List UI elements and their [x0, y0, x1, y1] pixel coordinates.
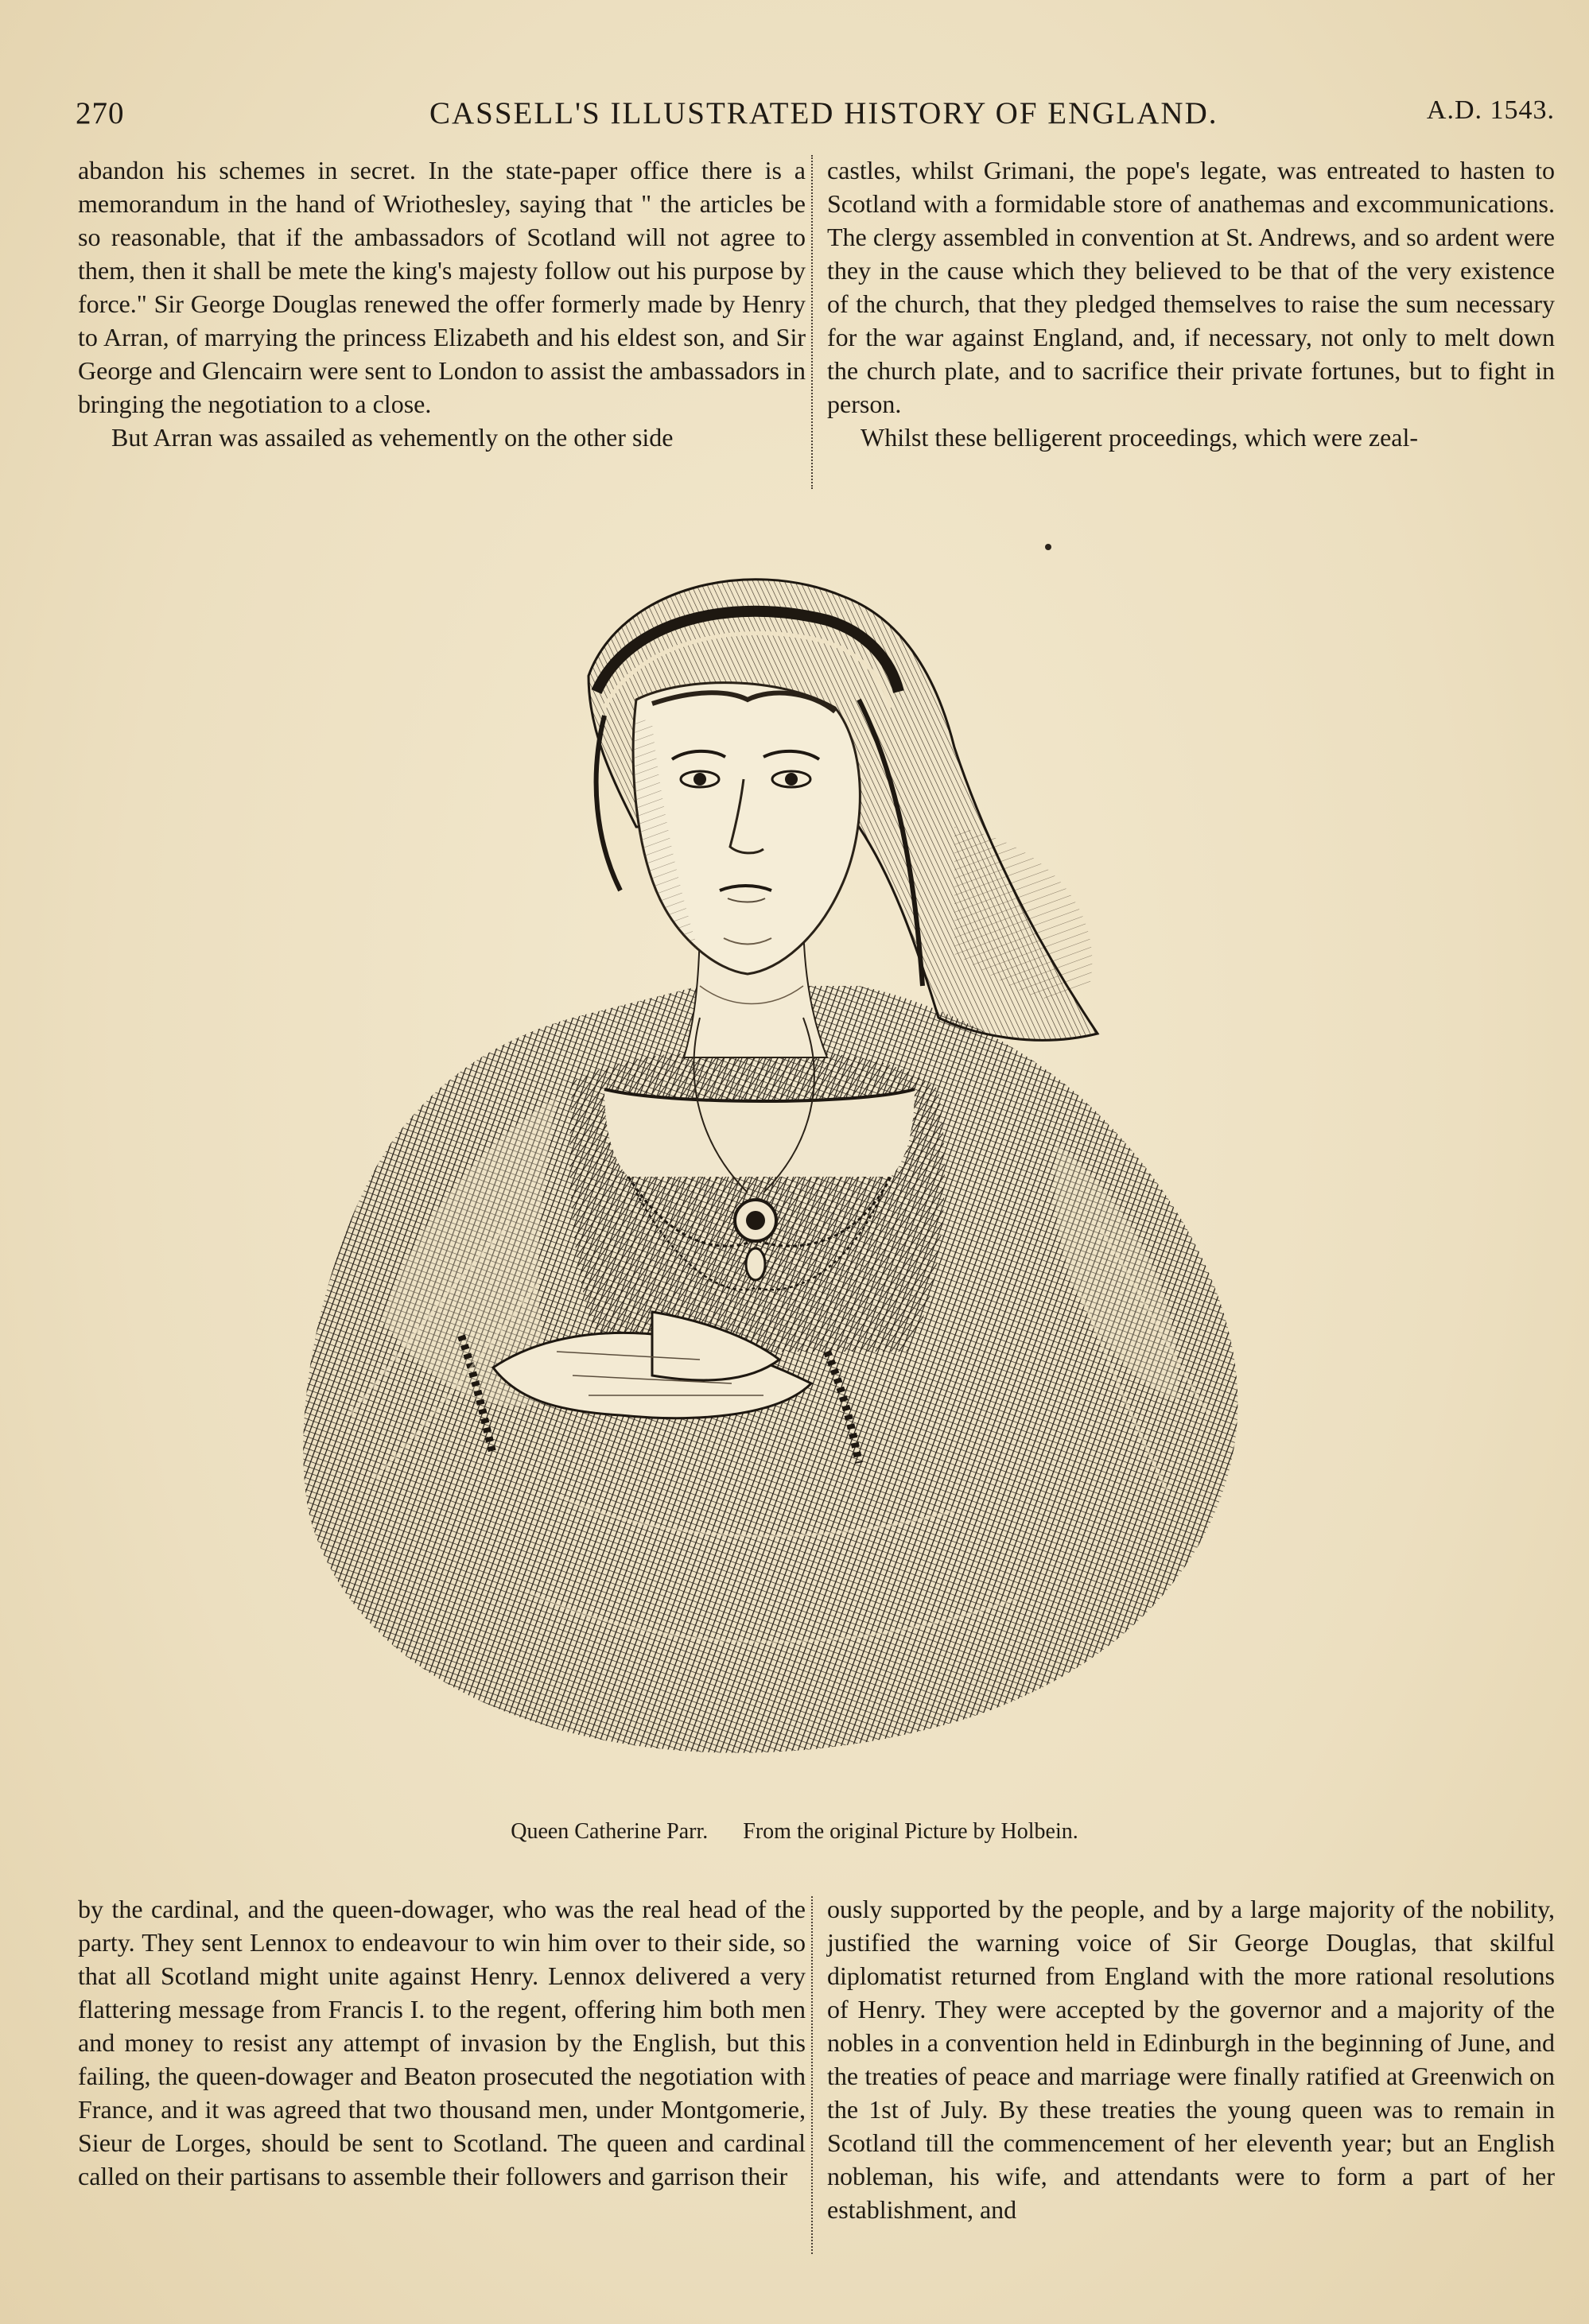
paragraph: ously supported by the people, and by a large majority of the nobility, justified the warning voice of Sir George Douglas, that skilful diplomatist returned from England with the more rational resolutions of Henry. They were accepted by the governor and a majority of the nobles in a convention held in Edinburgh in the beginning of June, and the treaties of peace and marriage were finally ratified at Greenwich on the 1st of July. By these treaties the young queen was to remain in Scotland till the commencement of her eleventh year; but an English nobleman, his wife, and attendants were to form a part of her establishment, and — [827, 1895, 1555, 2224]
column-divider — [811, 155, 813, 489]
paragraph: abandon his schemes in secret. In the state-paper office there is a memorandum in the hand of Wriothesley, saying that " the articles be so reasonable, that if the ambassadors of Scotland will not agree to them, then it shall be mete the king's majesty follow out his purpose by force." Sir George Douglas renewed the offer formerly made by Henry to Arran, of marrying the princess Elizabeth and his eldest son, and Sir George and Glencairn were sent to London to assist the ambassadors in bringing the negotiation to a close. — [78, 156, 806, 418]
date-heading: A.D. 1543. — [1426, 95, 1555, 125]
right-column-top — [827, 153, 1555, 454]
caption-subject: Queen Catherine Parr. — [511, 1819, 709, 1844]
running-head — [76, 95, 1555, 143]
paragraph: But Arran was assailed as vehemently on the other side — [111, 423, 674, 452]
paragraph: Whilst these belligerent proceedings, which were zeal- — [861, 423, 1419, 452]
left-column-bottom — [78, 1892, 806, 2193]
right-column-bottom — [827, 1892, 1555, 2226]
paragraph: castles, whilst Grimani, the pope's legate, was entreated to hasten to Scotland with a formidable store of anathemas and excommunications. The clergy assembled in convention at St. Andrews, and so ardent were they in the cause which they believed to be that of the very existence of the church, that they pledged themselves to raise the sum necessary for the war against England, and, if necessary, not only to melt down the church plate, and to sacrifice their private fortunes, but to fight in person. — [827, 156, 1555, 418]
figure-caption — [0, 1819, 1589, 1845]
page-number: 270 — [76, 96, 125, 130]
paragraph: by the cardinal, and the queen-dowager, who was the real head of the party. They sent Lennox to endeavour to win him over to their side, so that all Scotland might unite against Henry. Lennox delivered a very flattering message from Francis I. to the regent, offering him both men and money to resist any attempt of invasion by the English, but this failing, the queen-dowager and Beaton prosecuted the negotiation with France, and it was agreed that two thousand men, under Montgomerie, Sieur de Lorges, should be sent to Scotland. The queen and cardinal called on their partisans to assemble their followers and garrison their — [78, 1895, 806, 2190]
left-column-top — [78, 153, 806, 454]
portrait-engraving — [254, 541, 1384, 1781]
column-divider — [811, 1896, 813, 2254]
book-title: CASSELL'S ILLUSTRATED HISTORY OF ENGLAND. — [429, 96, 1218, 130]
caption-source: From the original Picture by Holbein. — [743, 1819, 1078, 1844]
